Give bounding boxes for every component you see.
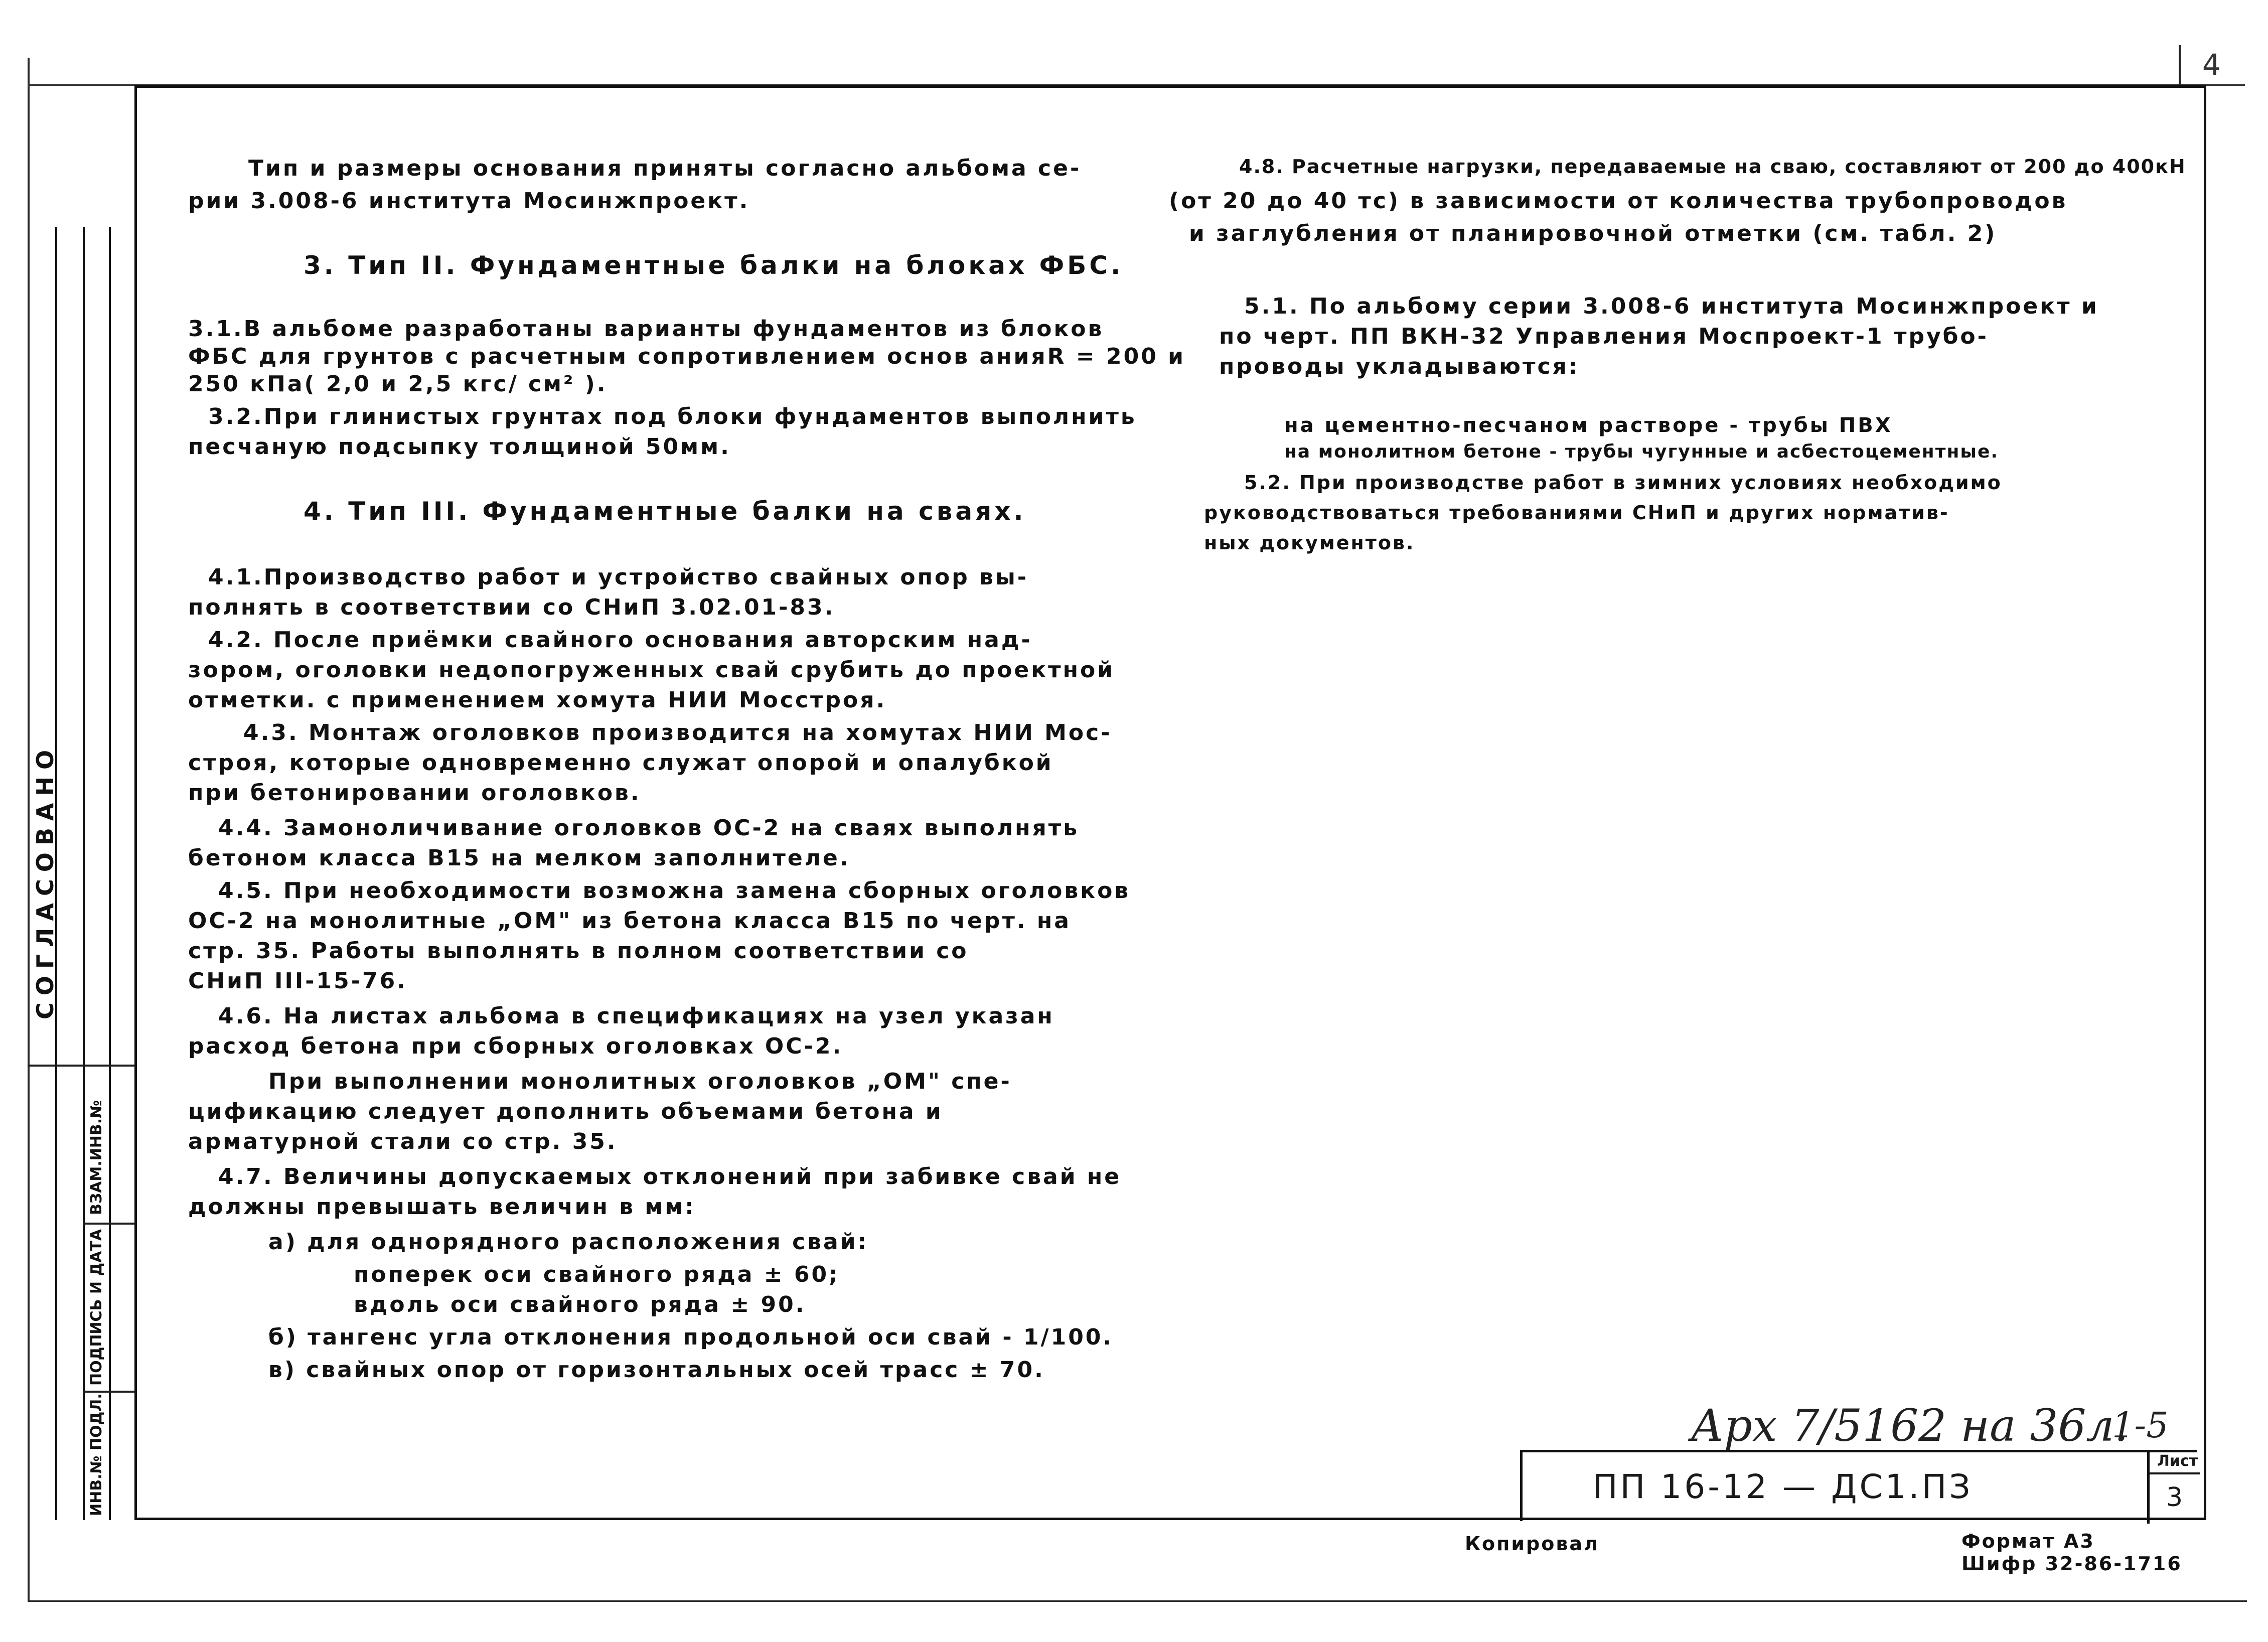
text-line: расход бетона при сборных оголовках ОС-2. [188, 1033, 843, 1059]
text-line: руководствоваться требованиями СНиП и других норматив- [1204, 502, 1949, 524]
format-label: Формат А3 [1961, 1530, 2095, 1552]
strip-divider-1 [83, 1065, 135, 1067]
text-line: на монолитном бетоне - трубы чугунные и асбестоцементные. [1284, 441, 1999, 462]
agreed-label: СОГЛАСОВАНО [32, 742, 59, 1019]
text-line: СНиП III-15-76. [188, 968, 407, 994]
sign-date-label: ПОДПИСЬ И ДАТА [88, 1229, 105, 1386]
text-line: 4.2. После приёмки свайного основания авторским над- [208, 627, 1032, 653]
text-line: проводы укладываются: [1219, 354, 1580, 379]
text-line: в) свайных опор от горизонтальных осей трасс ± 70. [268, 1357, 1045, 1383]
text-line: 5.1. По альбому серии 3.008-6 института Мосинжпроект и [1244, 293, 2099, 319]
text-line: строя, которые одновременно служат опорой и опалубкой [188, 750, 1053, 776]
text-line: 3.1.В альбоме разработаны варианты фундаментов из блоков [188, 316, 1104, 342]
text-line: арматурной стали со стр. 35. [188, 1129, 618, 1154]
text-line: Тип и размеры основания приняты согласно альбома се- [248, 156, 1082, 181]
text-line: а) для однорядного расположения свай: [268, 1229, 869, 1255]
sheet-corner-number: 4 [2202, 48, 2221, 82]
section-heading: 3. Тип II. Фундаментные балки на блоках ФБС. [304, 251, 1124, 280]
text-line: бетоном класса В15 на мелком заполнителе. [188, 845, 850, 871]
text-line: 4.4. Замоноличивание оголовков ОС-2 на сваях выполнять [218, 815, 1080, 841]
text-line: 4.1.Производство работ и устройство свайных опор вы- [208, 564, 1028, 590]
text-line: При выполнении монолитных оголовков „ОМ" спе- [268, 1069, 1012, 1094]
sheet-label: Лист [2157, 1452, 2198, 1470]
text-line: должны превышать величин в мм: [188, 1194, 696, 1220]
strip-divider-4 [28, 1065, 83, 1067]
text-line: поперек оси свайного ряда ± 60; [354, 1262, 840, 1287]
text-line: 4.7. Величины допускаемых отклонений при забивке свай не [218, 1164, 1122, 1189]
text-line: 4.5. При необходимости возможна замена сборных оголовков [218, 878, 1131, 904]
left-stamp-strip [28, 227, 137, 1520]
title-block [1520, 1450, 2197, 1521]
text-line: песчаную подсыпку толщиной 50мм. [188, 434, 731, 460]
text-line: ФБС для грунтов с расчетным сопротивлением основ анияR = 200 и [188, 344, 1185, 369]
text-line: рии 3.008-6 института Мосинжпроект. [188, 188, 750, 214]
text-line: при бетонировании оголовков. [188, 780, 641, 806]
strip-col-2 [55, 227, 85, 1520]
inv-replace-label: ВЗАМ.ИНВ.№ [88, 1100, 105, 1215]
sheet-number: 3 [2166, 1482, 2183, 1513]
handwritten-sheet-range: 1-5 [2112, 1405, 2169, 1446]
text-line: отметки. с применением хомута НИИ Мосстроя. [188, 687, 887, 713]
copied-label: Копировал [1465, 1533, 1599, 1555]
document-code: ПП 16-12 — ДС1.ПЗ [1593, 1467, 1973, 1506]
text-line: (от 20 до 40 тс) в зависимости от количества трубопроводов [1169, 188, 2068, 214]
text-line: зором, оголовки недопогруженных свай срубить до проектной [188, 657, 1115, 683]
text-line: по черт. ПП ВКН-32 Управления Моспроект-1 трубо- [1219, 324, 1989, 349]
strip-divider-3 [83, 1391, 135, 1393]
text-line: полнять в соответствии со СНиП 3.02.01-83. [188, 594, 835, 620]
text-line: 4.3. Монтаж оголовков производится на хомутах НИИ Мос- [243, 720, 1112, 745]
text-line: 4.6. На листах альбома в спецификациях на узел указан [218, 1003, 1054, 1029]
text-line: цификацию следует дополнить объемами бетона и [188, 1099, 943, 1124]
text-line: 3.2.При глинистых грунтах под блоки фундаментов выполнить [208, 404, 1137, 429]
cipher-label: Шифр 32-86-1716 [1961, 1553, 2182, 1575]
text-line: на цементно-песчаном растворе - трубы ПВХ [1284, 414, 1893, 437]
archive-handwritten-note: Арх 7/5162 на 36л. [1691, 1400, 2129, 1451]
inv-orig-label: ИНВ.№ ПОДЛ. [88, 1393, 105, 1516]
stamp-separator [2147, 1450, 2150, 1524]
text-line: и заглубления от планировочной отметки (см. табл. 2) [1189, 221, 1997, 246]
stamp-hline [2147, 1472, 2200, 1474]
text-line: 4.8. Расчетные нагрузки, передаваемые на сваю, составляют от 200 до 400кН [1239, 156, 2186, 178]
text-line: вдоль оси свайного ряда ± 90. [354, 1292, 806, 1317]
text-line: стр. 35. Работы выполнять в полном соответствии со [188, 938, 969, 964]
strip-col-4 [109, 227, 135, 1520]
text-line: ОС-2 на монолитные „ОМ" из бетона класса В15 по черт. на [188, 908, 1071, 934]
text-line: 250 кПа( 2,0 и 2,5 кгс/ см² ). [188, 371, 608, 397]
text-line: 5.2. При производстве работ в зимних условиях необходимо [1244, 472, 2002, 494]
strip-divider-2 [83, 1223, 135, 1225]
section-heading: 4. Тип III. Фундаментные балки на сваях. [304, 497, 1026, 526]
text-line: ных документов. [1204, 532, 1415, 554]
text-line: б) тангенс угла отклонения продольной оси свай - 1/100. [268, 1324, 1114, 1350]
